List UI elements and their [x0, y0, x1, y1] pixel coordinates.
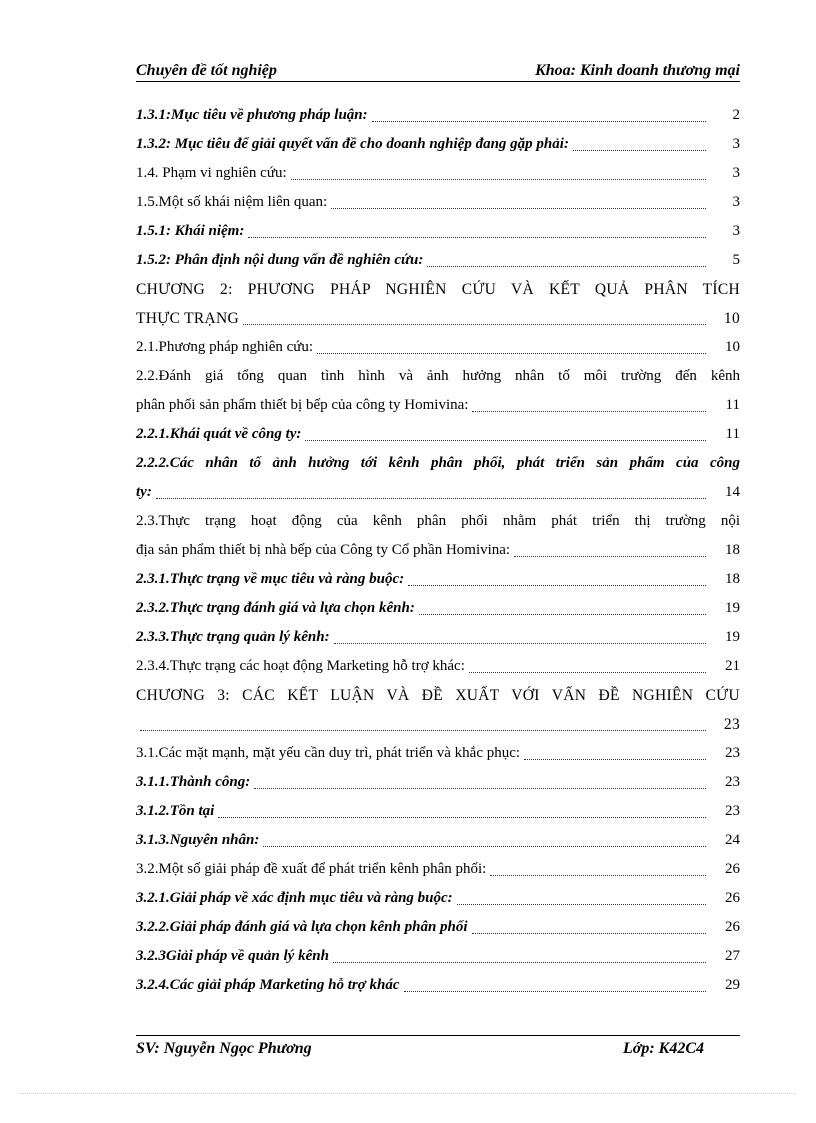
toc-page-number: 3: [732, 136, 740, 152]
toc-page-number: 26: [725, 861, 740, 877]
toc-page-number: 21: [725, 658, 740, 674]
toc-entry[interactable]: [136, 739, 740, 768]
toc-label: 1.5.Một số khái niệm liên quan:: [136, 194, 328, 210]
toc-entry[interactable]: [136, 188, 740, 217]
toc-page-number: 3: [732, 165, 740, 181]
toc-label: 3.1.Các mặt mạnh, mặt yếu cần duy trì, phát triển và khắc phục:: [136, 745, 521, 761]
toc-page-number: 23: [725, 745, 740, 761]
toc-page-number: 2: [732, 107, 740, 123]
toc-page-number: 14: [725, 484, 740, 500]
toc-leader-dots: [457, 903, 706, 905]
toc-entry[interactable]: [136, 449, 740, 507]
header-right: Khoa: Kinh doanh thương mại: [535, 62, 740, 79]
toc-entry[interactable]: [136, 101, 740, 130]
toc-page-number: 3: [732, 194, 740, 210]
toc-label: 1.5.1: Khái niệm:: [136, 223, 245, 239]
toc-leader-dots: [472, 932, 706, 934]
header-left: Chuyên đề tốt nghiệp: [136, 62, 277, 79]
toc-page-number: 3: [732, 223, 740, 239]
toc-page-number: 10: [723, 310, 740, 327]
toc-label: 3.2.2.Giải pháp đánh giá và lựa chọn kênh phân phối: [136, 919, 468, 935]
toc-label-line2: phân phối sản phẩm thiết bị bếp của công ty Homivina:: [136, 397, 469, 413]
toc-label: 3.1.3.Nguyên nhân:: [136, 832, 260, 848]
toc-entry[interactable]: [136, 333, 740, 362]
toc-leader-dots: [305, 439, 706, 441]
toc-label: 3.2.3Giải pháp về quản lý kênh: [136, 948, 329, 964]
toc-leader-dots: [248, 236, 706, 238]
footer-right: Lớp: K42C4: [622, 1040, 704, 1057]
toc-leader-dots: [524, 758, 706, 760]
toc-entry[interactable]: [136, 594, 740, 623]
toc-label: 1.5.2: Phân định nội dung vấn đề nghiên cứu:: [136, 252, 424, 268]
toc-label-line1: CHƯƠNG 2: PHƯƠNG PHÁP NGHIÊN CỨU VÀ KẾT QUẢ PHÂN TÍCH: [136, 281, 740, 298]
toc-entry[interactable]: [136, 884, 740, 913]
toc-entry[interactable]: [136, 681, 740, 739]
table-of-contents: [136, 101, 740, 1000]
toc-entry[interactable]: [136, 159, 740, 188]
toc-label: 1.4. Phạm vi nghiên cứu:: [136, 165, 287, 181]
toc-entry[interactable]: [136, 942, 740, 971]
page-footer: [136, 1040, 704, 1058]
toc-leader-dots: [331, 207, 706, 209]
toc-label: 2.3.3.Thực trạng quản lý kênh:: [136, 629, 330, 645]
header-rule: [136, 81, 740, 82]
toc-label-line2: ty:: [136, 484, 152, 500]
toc-leader-dots: [317, 352, 706, 354]
page-header: [136, 56, 740, 80]
toc-page-number: 26: [725, 890, 740, 906]
toc-label-line1: 2.2.Đánh giá tổng quan tình hình và ảnh hưởng nhân tố môi trường đến kênh: [136, 368, 740, 384]
toc-entry[interactable]: [136, 275, 740, 333]
toc-label: 3.1.2.Tồn tại: [136, 803, 215, 819]
toc-page-number: 5: [732, 252, 740, 268]
toc-page-number: 19: [725, 629, 740, 645]
toc-leader-dots: [263, 845, 706, 847]
toc-entry[interactable]: [136, 130, 740, 159]
toc-page-number: 23: [725, 803, 740, 819]
toc-entry[interactable]: [136, 971, 740, 1000]
toc-label-line1: 2.2.2.Các nhân tố ảnh hưởng tới kênh phân phối, phát triển sản phẩm của công: [136, 455, 740, 471]
toc-label: 2.1.Phương pháp nghiên cứu:: [136, 339, 314, 355]
toc-label: 3.2.Một số giải pháp đề xuất để phát triển kênh phân phối:: [136, 861, 487, 877]
toc-label-line1: CHƯƠNG 3: CÁC KẾT LUẬN VÀ ĐỀ XUẤT VỚI VẤN ĐỀ NGHIÊN CỨU: [136, 687, 740, 704]
toc-entry[interactable]: [136, 623, 740, 652]
toc-page-number: 29: [725, 977, 740, 993]
toc-entry[interactable]: [136, 913, 740, 942]
toc-page-number: 19: [725, 600, 740, 616]
toc-leader-dots: [427, 265, 706, 267]
toc-label: 3.1.1.Thành công:: [136, 774, 251, 790]
toc-label-line2: THỰC TRẠNG: [136, 310, 240, 327]
toc-leader-dots: [514, 555, 706, 557]
toc-label: 2.3.1.Thực trạng về mục tiêu và ràng buộc:: [136, 571, 405, 587]
toc-entry[interactable]: [136, 652, 740, 681]
toc-page-number: 24: [725, 832, 740, 848]
toc-entry[interactable]: [136, 246, 740, 275]
toc-leader-dots: [469, 671, 706, 673]
toc-label: 2.2.1.Khái quát về công ty:: [136, 426, 302, 442]
toc-label: 3.2.4.Các giải pháp Marketing hỗ trợ khác: [136, 977, 400, 993]
toc-leader-dots: [408, 584, 706, 586]
toc-leader-dots: [573, 149, 706, 151]
toc-page-number: 10: [725, 339, 740, 355]
toc-page-number: 23: [725, 774, 740, 790]
toc-entry[interactable]: [136, 362, 740, 420]
toc-leader-dots: [156, 497, 706, 499]
toc-page-number: 23: [723, 716, 740, 733]
toc-entry[interactable]: [136, 797, 740, 826]
toc-label: 2.3.2.Thực trạng đánh giá và lựa chọn kênh:: [136, 600, 415, 616]
toc-entry[interactable]: [136, 768, 740, 797]
toc-leader-dots: [218, 816, 706, 818]
toc-label: 3.2.1.Giải pháp về xác định mục tiêu và ràng buộc:: [136, 890, 453, 906]
toc-leader-dots: [490, 874, 706, 876]
toc-label: 2.3.4.Thực trạng các hoạt động Marketing hỗ trợ khác:: [136, 658, 465, 674]
toc-label: 1.3.2: Mục tiêu để giải quyết vấn đề cho doanh nghiệp đang gặp phải:: [136, 136, 569, 152]
toc-page-number: 11: [725, 397, 740, 413]
toc-label-line2: địa sản phẩm thiết bị nhà bếp của Công ty Cổ phần Homivina:: [136, 542, 511, 558]
footer-left: SV: Nguyễn Ngọc Phương: [136, 1040, 312, 1057]
toc-leader-dots: [404, 990, 707, 992]
footer-rule: [136, 1035, 740, 1036]
toc-leader-dots: [472, 410, 706, 412]
page-edge-divider: [20, 1093, 796, 1094]
toc-entry[interactable]: [136, 855, 740, 884]
toc-label-line1: 2.3.Thực trạng hoạt động của kênh phân phối nhằm phát triển thị trường nội: [136, 513, 740, 529]
toc-page-number: 27: [725, 948, 740, 964]
toc-leader-dots: [419, 613, 706, 615]
toc-page-number: 11: [725, 426, 740, 442]
toc-label: 1.3.1:Mục tiêu về phương pháp luận:: [136, 107, 368, 123]
toc-entry[interactable]: [136, 420, 740, 449]
toc-entry[interactable]: [136, 217, 740, 246]
toc-page-number: 18: [725, 542, 740, 558]
toc-entry[interactable]: [136, 507, 740, 565]
toc-entry[interactable]: [136, 826, 740, 855]
toc-page-number: 26: [725, 919, 740, 935]
toc-leader-dots: [291, 178, 706, 180]
toc-page-number: 18: [725, 571, 740, 587]
toc-leader-dots: [243, 323, 706, 325]
toc-leader-dots: [254, 787, 706, 789]
toc-leader-dots: [372, 120, 706, 122]
toc-entry[interactable]: [136, 565, 740, 594]
toc-leader-dots: [333, 961, 706, 963]
toc-leader-dots: [140, 729, 706, 731]
toc-leader-dots: [334, 642, 706, 644]
